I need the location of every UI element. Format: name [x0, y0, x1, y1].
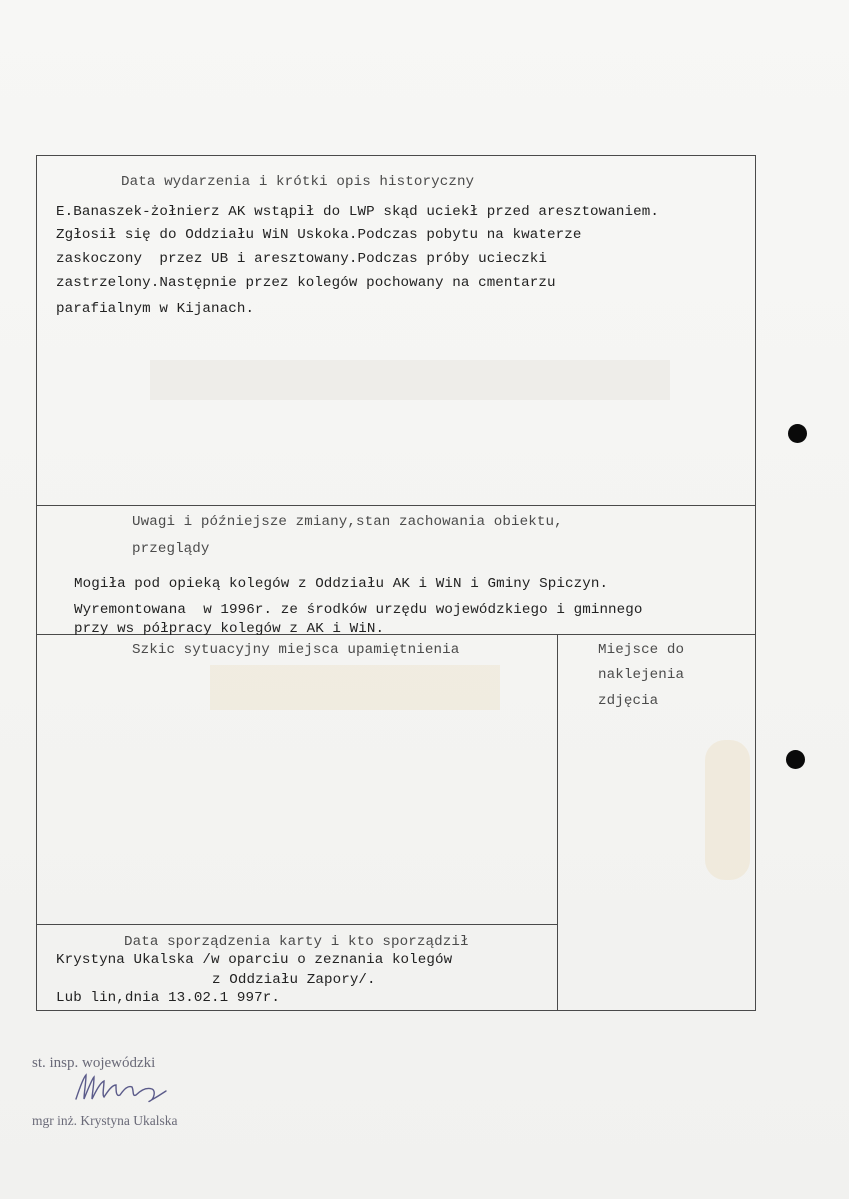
- card-top-border: [36, 155, 755, 156]
- record-card: [36, 155, 756, 1011]
- handwritten-signature: [70, 1069, 190, 1107]
- description-line: zastrzelony.Następnie przez kolegów pochowany na cmentarzu: [56, 275, 556, 291]
- description-line: parafialnym w Kijanach.: [56, 301, 255, 317]
- notes-heading-cont: przeglądy: [132, 541, 210, 557]
- prepared-date: Lub lin,dnia 13.02.1 997r.: [56, 990, 280, 1006]
- card-right-border: [755, 155, 756, 1011]
- divider-after-description: [36, 505, 756, 506]
- notes-line: przy ws półpracy kolegów z AK i WiN.: [74, 621, 385, 637]
- description-line: E.Banaszek-żołnierz AK wstąpił do LWP skąd uciekł przed aresztowaniem.: [56, 204, 659, 220]
- card-bottom-border: [36, 1010, 756, 1011]
- prepared-heading: Data sporządzenia karty i kto sporządził: [124, 934, 469, 950]
- prepared-line: z Oddziału Zapory/.: [212, 972, 376, 988]
- card-left-border: [36, 155, 37, 1011]
- photo-box-label: Miejsce do: [598, 642, 685, 658]
- photo-box-label: zdjęcia: [598, 693, 659, 709]
- stamp-name: mgr inż. Krystyna Ukalska: [32, 1113, 178, 1128]
- divider-above-date: [36, 924, 558, 925]
- description-line: zaskoczony przez UB i aresztowany.Podczas próby ucieczki: [56, 251, 547, 267]
- notes-line: Mogiła pod opieką kolegów z Oddziału AK i WiN i Gminy Spiczyn.: [74, 576, 609, 592]
- description-heading: Data wydarzenia i krótki opis historyczny: [121, 174, 475, 190]
- notes-heading: Uwagi i późniejsze zmiany,stan zachowania obiektu,: [132, 514, 563, 530]
- description-line: Zgłosił się do Oddziału WiN Uskoka.Podczas pobytu na kwaterze: [56, 227, 582, 243]
- notes-line: Wyremontowana w 1996r. ze środków urzędu wojewódzkiego i gminnego: [74, 602, 643, 618]
- punch-hole-bottom: [786, 750, 805, 769]
- photo-box-label: naklejenia: [598, 667, 685, 683]
- punch-hole-top: [788, 424, 807, 443]
- prepared-line: Krystyna Ukalska /w oparciu o zeznania kolegów: [56, 952, 453, 968]
- sketch-heading: Szkic sytuacyjny miejsca upamiętnienia: [132, 642, 460, 658]
- official-stamp: [30, 1055, 250, 1145]
- stamp-title: st. insp. wojewódzki: [32, 1055, 156, 1071]
- divider-photo-column: [557, 634, 558, 1011]
